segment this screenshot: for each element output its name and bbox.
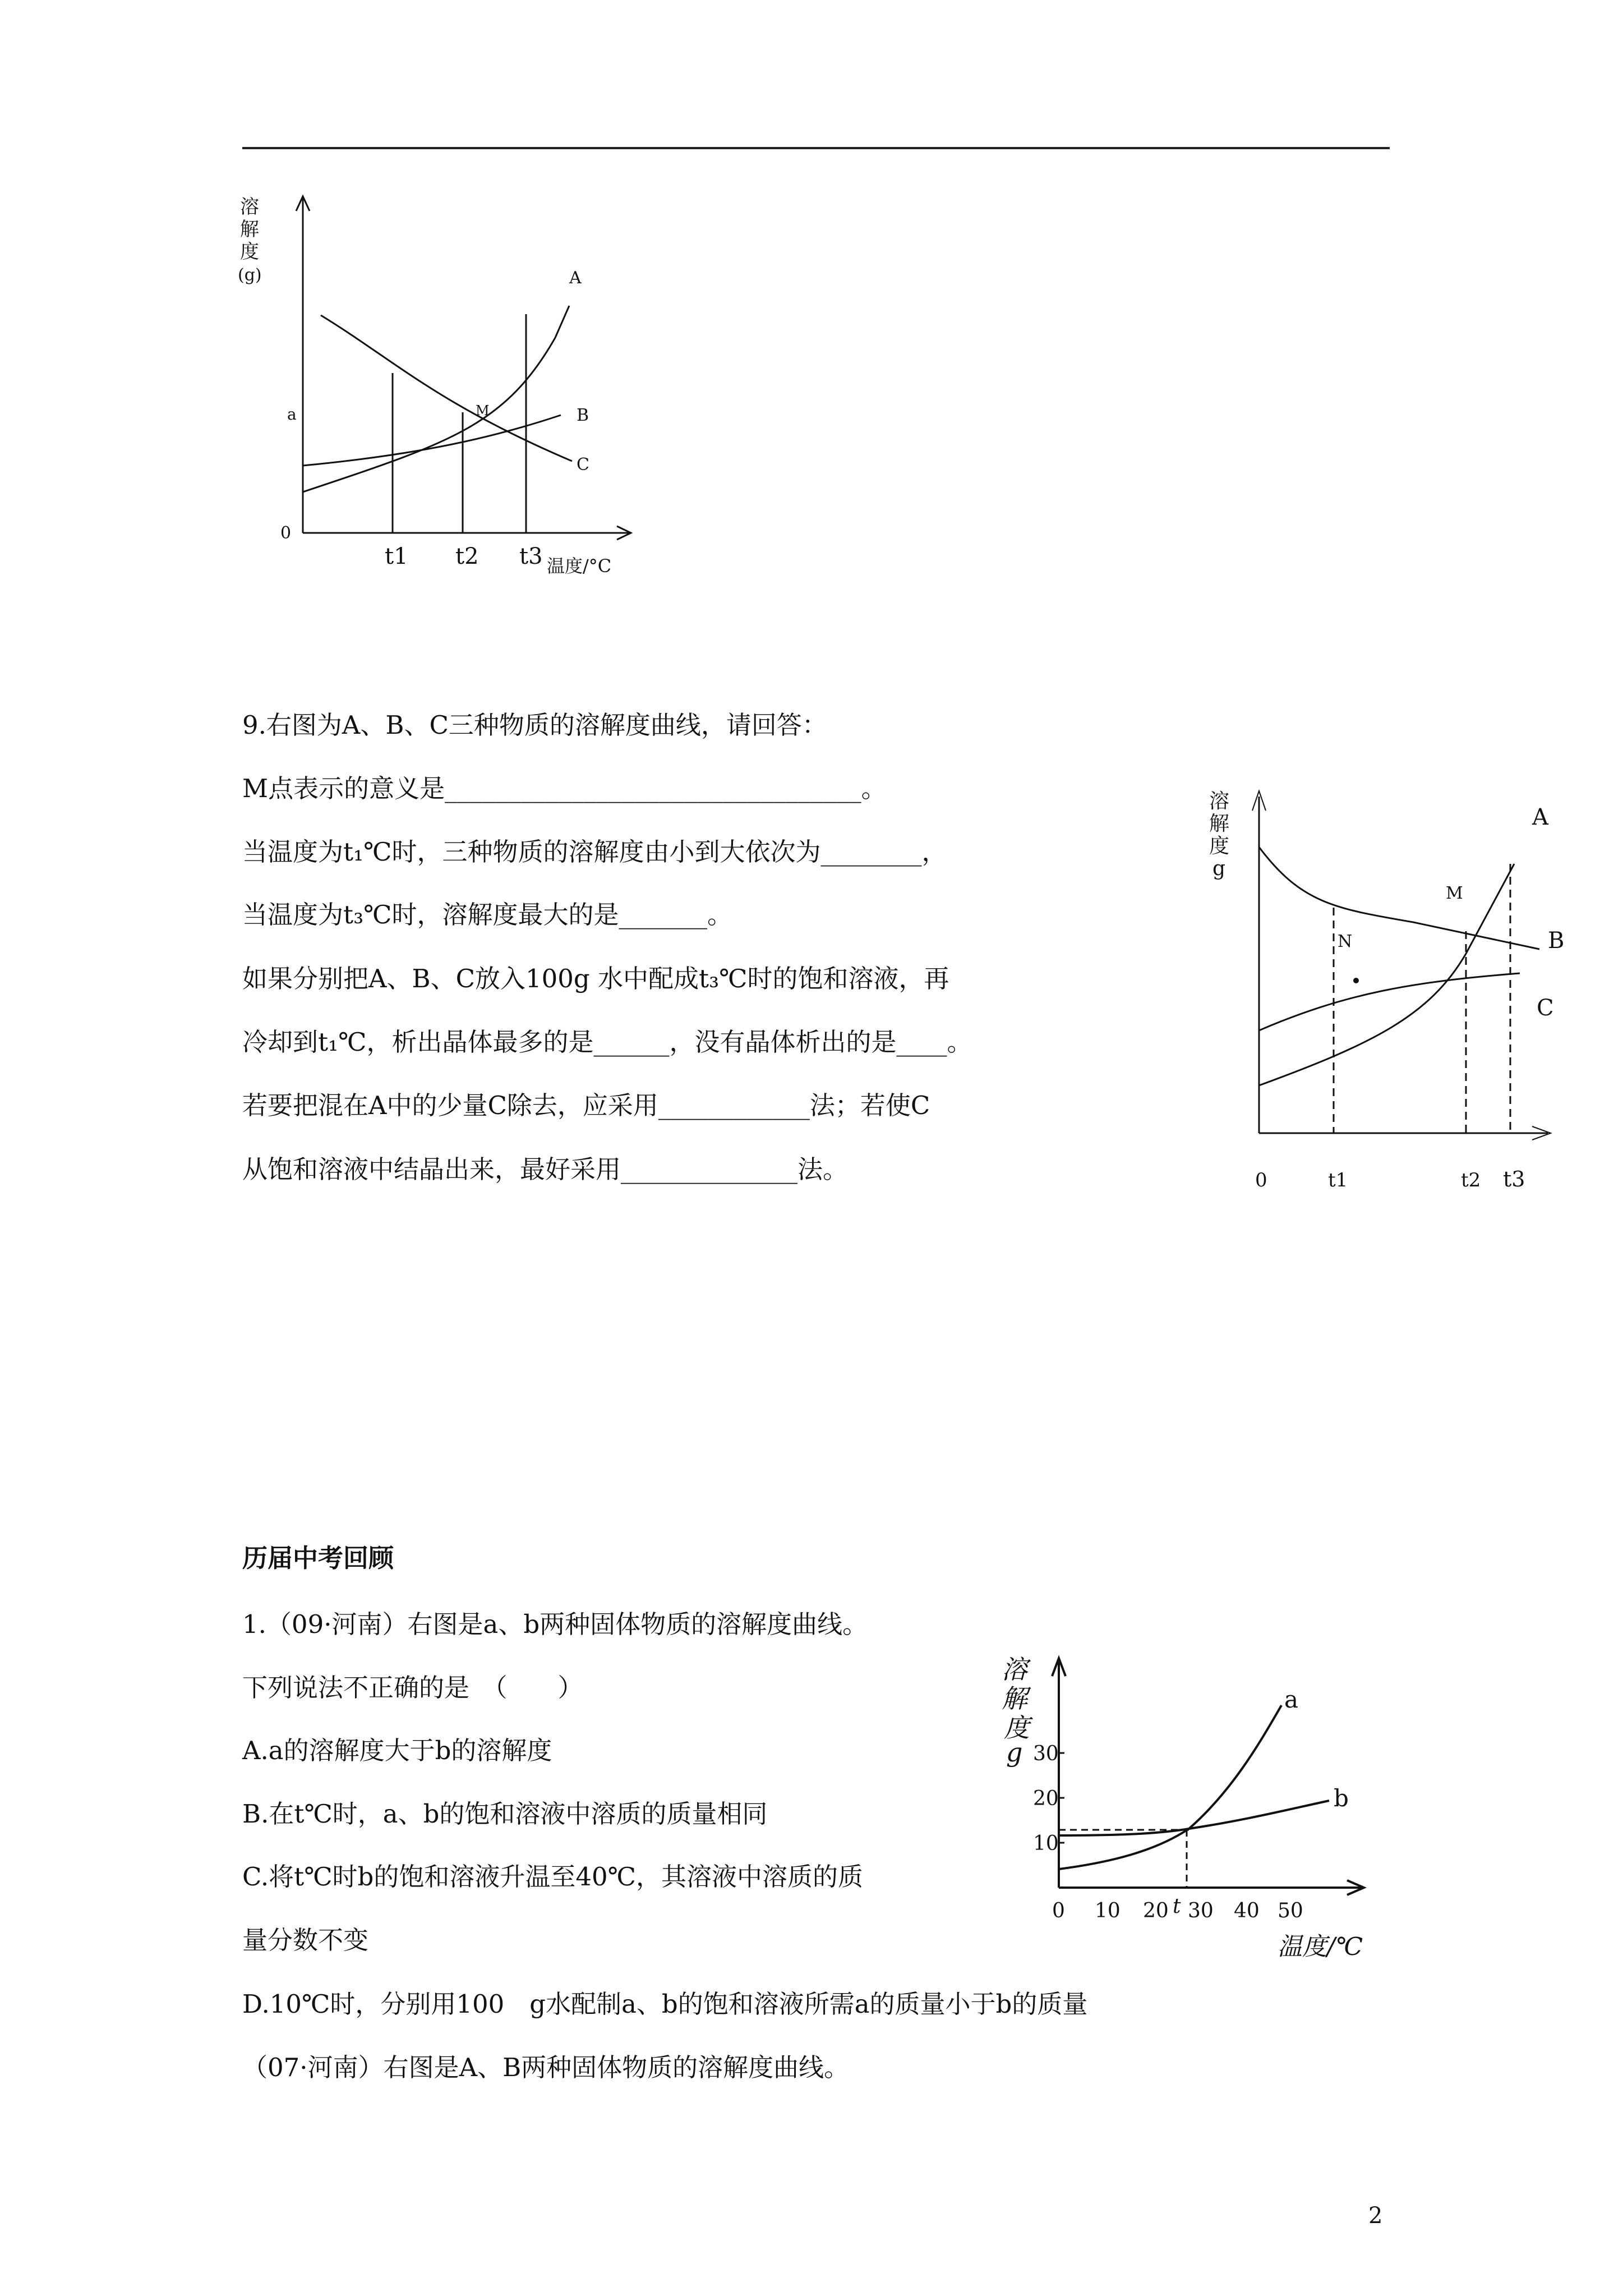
svg-text:溶: 溶 bbox=[240, 196, 259, 218]
figure-3-curve-label-b: b bbox=[1334, 1784, 1349, 1812]
figure-1-y-label bbox=[238, 196, 262, 285]
q9-line-t1-order: 当温度为t₁℃时，三种物质的溶解度由小到大依次为________， bbox=[242, 837, 947, 867]
svg-text:溶: 溶 bbox=[1002, 1654, 1027, 1685]
review-q1-prompt: 下列说法不正确的是 （ ） bbox=[242, 1673, 583, 1703]
figure-2-point-n: N bbox=[1338, 932, 1353, 951]
review-q2-stem: （07·河南）右图是A、B两种固体物质的溶解度曲线。 bbox=[242, 2053, 850, 2082]
figure-1-origin: 0 bbox=[280, 523, 292, 543]
svg-text:g: g bbox=[1006, 1737, 1023, 1768]
figure-1-x-tick-t3: t3 bbox=[519, 544, 543, 569]
figure-1-solubility-chart bbox=[224, 191, 662, 595]
figure-3-y-tick-10: 10 bbox=[1033, 1832, 1059, 1855]
figure-1-x-tick-t1: t1 bbox=[385, 544, 408, 569]
header-rule bbox=[242, 147, 1390, 149]
figure-3-x-label: 温度/℃ bbox=[1278, 1932, 1363, 1961]
figure-1-curve-label-c: C bbox=[577, 455, 589, 475]
svg-text:(g): (g) bbox=[238, 265, 262, 285]
review-heading: 历届中考回顾 bbox=[242, 1543, 394, 1573]
figure-1-point-m: M bbox=[476, 403, 490, 418]
figure-2-x-tick-t1: t1 bbox=[1328, 1169, 1348, 1191]
figure-3-y-tick-30: 30 bbox=[1033, 1742, 1059, 1765]
figure-2-point-m: M bbox=[1446, 884, 1463, 903]
figure-3-curve-label-a: a bbox=[1284, 1686, 1299, 1713]
q9-line-t3-max: 当温度为t₃℃时，溶解度最大的是_______。 bbox=[242, 900, 732, 930]
review-option-c-line1: C.将t℃时b的饱和溶液升温至40℃，其溶液中溶质的质 bbox=[242, 1862, 863, 1892]
q9-line-cooling: 冷却到t₁℃，析出晶体最多的是______，没有晶体析出的是____。 bbox=[242, 1027, 972, 1057]
figure-2-x-tick-t2: t2 bbox=[1461, 1169, 1481, 1191]
figure-2-y-label bbox=[1209, 790, 1229, 880]
figure-3-x-tick-30: 30 bbox=[1188, 1899, 1214, 1922]
figure-3-y-label bbox=[1002, 1654, 1033, 1768]
q9-line-m-meaning: M点表示的意义是_________________________________。 bbox=[242, 774, 887, 803]
page-number: 2 bbox=[1368, 2203, 1383, 2229]
svg-text:度: 度 bbox=[1004, 1713, 1030, 1743]
figure-1-x-tick-t2: t2 bbox=[455, 544, 479, 569]
figure-1-y-tick-a: a bbox=[287, 405, 297, 424]
review-q1-stem: 1.（09·河南）右图是a、b两种固体物质的溶解度曲线。 bbox=[242, 1609, 868, 1639]
figure-2-curve-label-c: C bbox=[1537, 995, 1554, 1021]
figure-2-point-n-dot bbox=[1353, 978, 1359, 983]
figure-3-x-tick-t: t bbox=[1173, 1895, 1181, 1918]
figure-3-x-tick-50: 50 bbox=[1278, 1899, 1303, 1922]
svg-text:解: 解 bbox=[1209, 812, 1230, 835]
review-option-c-line2: 量分数不变 bbox=[242, 1925, 369, 1955]
figure-2-solubility-chart bbox=[1189, 780, 1593, 1206]
figure-1-curve-label-a: A bbox=[569, 268, 582, 288]
figure-2-curve-label-b: B bbox=[1548, 928, 1565, 954]
figure-3-solubility-chart bbox=[998, 1649, 1402, 1963]
svg-text:度: 度 bbox=[1209, 835, 1230, 858]
review-option-a: A.a的溶解度大于b的溶解度 bbox=[242, 1736, 552, 1765]
svg-text:解: 解 bbox=[240, 218, 259, 241]
figure-3-x-tick-40: 40 bbox=[1234, 1899, 1260, 1922]
figure-1-x-label: 温度/°C bbox=[547, 555, 612, 577]
figure-3-y-tick-20: 20 bbox=[1033, 1787, 1059, 1810]
q9-line-crystallize: 从饱和溶液中结晶出来，最好采用______________法。 bbox=[242, 1154, 849, 1184]
figure-2-curve-label-a: A bbox=[1532, 804, 1548, 830]
figure-3-x-tick-0: 0 bbox=[1052, 1899, 1065, 1922]
figure-2-x-tick-t3: t3 bbox=[1503, 1167, 1525, 1191]
figure-1-curve-label-b: B bbox=[577, 406, 589, 425]
review-option-d: D.10℃时，分别用100 g水配制a、b的饱和溶液所需a的质量小于b的质量 bbox=[242, 1989, 1088, 2019]
review-option-b: B.在t℃时，a、b的饱和溶液中溶质的质量相同 bbox=[242, 1799, 768, 1829]
figure-2-origin: 0 bbox=[1255, 1169, 1267, 1191]
q9-stem: 9.右图为A、B、C三种物质的溶解度曲线，请回答： bbox=[242, 710, 827, 740]
figure-3-x-tick-10: 10 bbox=[1095, 1899, 1121, 1922]
svg-text:溶: 溶 bbox=[1209, 790, 1230, 813]
figure-3-x-tick-20: 20 bbox=[1143, 1899, 1169, 1922]
svg-text:g: g bbox=[1212, 857, 1226, 880]
svg-text:解: 解 bbox=[1002, 1683, 1027, 1714]
q9-line-saturate: 如果分别把A、B、C放入100g 水中配成t₃℃时的饱和溶液，再 bbox=[242, 964, 949, 993]
q9-line-purify: 若要把混在A中的少量C除去，应采用____________法；若使C bbox=[242, 1091, 930, 1120]
svg-text:度: 度 bbox=[240, 241, 259, 263]
